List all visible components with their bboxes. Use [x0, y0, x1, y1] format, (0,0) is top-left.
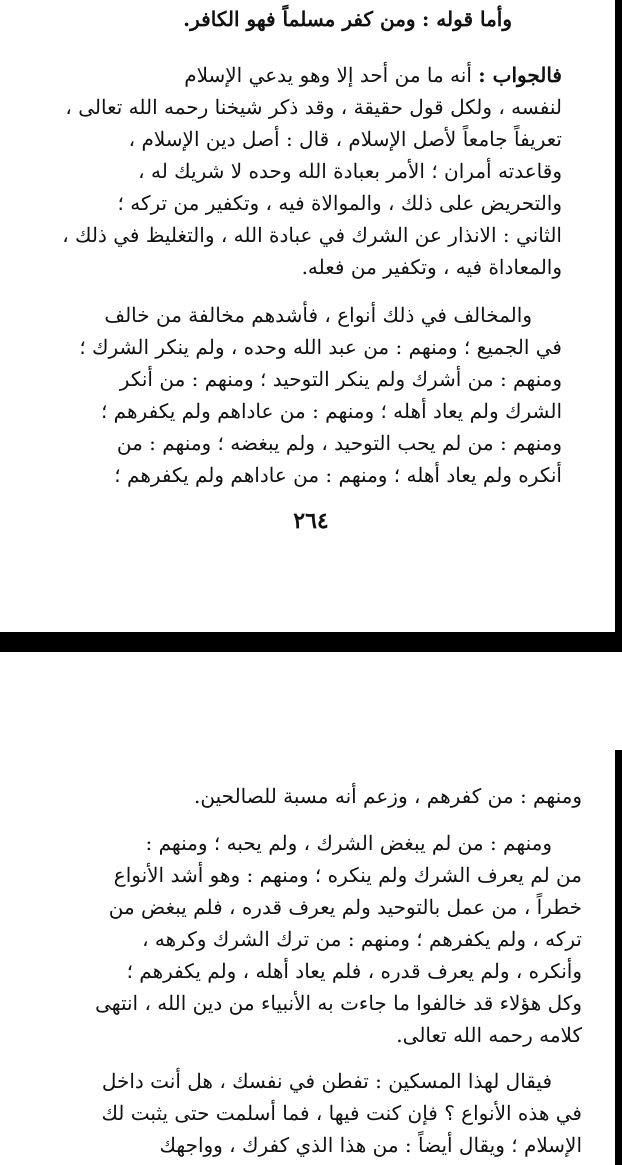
- para1-line-2: تعريفاً جامعاً لأصل الإسلام ، قال : أصل دين الإسلام ،: [128, 127, 562, 151]
- page-number: ٢٦٤: [293, 508, 329, 534]
- book-page-bottom: [0, 652, 622, 1165]
- para1-line-5: الثاني : الانذار عن الشرك في عبادة الله ، والتغليظ في ذلك ،: [62, 223, 562, 247]
- para1-line-6: والمعاداة فيه ، وتكفير من فعله.: [301, 255, 562, 279]
- para1-label: فالجواب :: [478, 63, 562, 87]
- para2-line-1: في الجميع ؛ ومنهم : من عبد الله وحده ، ولم ينكر الشرك ؛: [79, 335, 562, 359]
- para2-line-4: ومنهم : من لم يحب التوحيد ، ولم يبغضه ؛ ومنهم : من: [116, 431, 562, 455]
- heading-text: ومن كفر مسلماً فهو الكافر.: [183, 7, 416, 31]
- bottom-para1-line-4: وأنكره ، ولم يعرف قدره ، فلم يعاد أهله ، ولم يكفرهم ؛: [126, 959, 582, 983]
- bottom-para1-line-1: من لم يعرف الشرك ولم ينكره ؛ ومنهم : وهو أشد الأنواع: [113, 863, 582, 887]
- para2-line-0: والمخالف في ذلك أنواع ، فأشدهم مخالفة من خالف: [104, 303, 532, 327]
- bottom-para1-line-6: كلامه رحمه الله تعالى.: [396, 1023, 582, 1047]
- para1-line-4: والتحريض على ذلك ، والموالاة فيه ، وتكفير من تركه ؛: [117, 191, 562, 215]
- bottom-para1-line-0: ومنهم : من لم يبغض الشرك ، ولم يحبه ؛ ومنهم :: [145, 831, 552, 855]
- bottom-para2-line-0: فيقال لهذا المسكين : تفطن في نفسك ، هل أنت داخل: [101, 1069, 552, 1093]
- para1-line-0: [184, 60, 562, 90]
- para1-text-0: أنه ما من أحد إلا وهو يدعي الإسلام: [184, 63, 472, 87]
- bottom-para1-line-3: تركه ، ولم يكفرهم ؛ ومنهم : من ترك الشرك وكرهه ،: [142, 927, 582, 951]
- para2-line-2: ومنهم : من أشرك ولم ينكر التوحيد ؛ ومنهم : من أنكر: [119, 367, 562, 391]
- para1-line-1: لنفسه ، ولكل قول حقيقة ، وقد ذكر شيخنا رحمه الله تعالى ،: [65, 95, 562, 119]
- page-separator: [0, 632, 622, 652]
- para2-line-5: أنكره ولم يعاد أهله ؛ ومنهم : من عاداهم ولم يكفرهم ؛: [114, 463, 562, 487]
- bottom-para2-line-1: في هذه الأنواع ؟ فإن كنت فيها ، فما أسلمت حتى يثبت لك: [101, 1101, 582, 1125]
- page-right-border-bottom: [615, 750, 622, 1165]
- bottom-line-0: ومنهم : من كفرهم ، وزعم أنه مسبة للصالحين.: [194, 784, 582, 808]
- heading-line: [183, 4, 512, 34]
- heading-label: وأما قوله :: [421, 7, 512, 31]
- para1-line-3: وقاعدته أمران ؛ الأمر بعبادة الله وحده لا شريك له ،: [138, 159, 562, 183]
- bottom-para2-line-2: الإسلام ؛ ويقال أيضاً : من هذا الذي كفرك ، وواجهك: [159, 1133, 582, 1157]
- page-right-border-top: [615, 0, 622, 632]
- bottom-para1-line-2: خطراً ، من عمل بالتوحيد ولم يعرف قدره ، فلم يبغض من: [108, 895, 582, 919]
- para2-line-3: الشرك ولم يعاد أهله ؛ ومنهم : من عاداهم ولم يكفرهم ؛: [100, 399, 562, 423]
- bottom-para1-line-5: وكل هؤلاء قد خالفوا ما جاءت به الأنبياء من دين الله ، انتهى: [95, 991, 582, 1015]
